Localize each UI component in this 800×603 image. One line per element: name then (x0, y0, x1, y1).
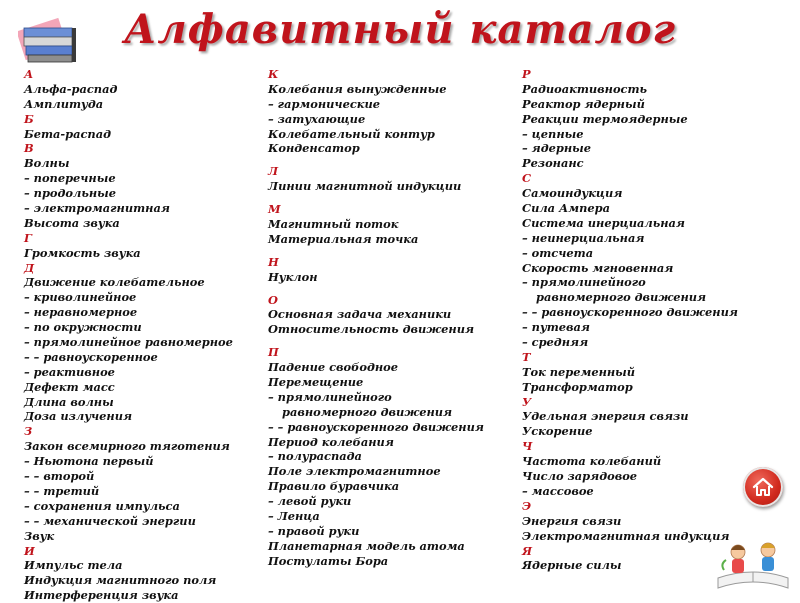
catalog-entry[interactable]: – электромагнитная (24, 201, 170, 216)
catalog-entry[interactable]: Колебания вынужденные (268, 81, 447, 96)
spacer (268, 337, 484, 345)
home-button[interactable] (743, 467, 783, 507)
catalog-entry[interactable]: Правило буравчика (268, 479, 400, 494)
spacer (268, 247, 484, 255)
catalog-entry[interactable]: – неинерциальная (522, 230, 645, 245)
catalog-entry[interactable]: Относительность движения (268, 322, 475, 337)
catalog-entry[interactable]: Громкость звука (24, 245, 141, 260)
catalog-entry[interactable]: Колебательный контур (268, 126, 435, 141)
catalog-entry[interactable]: Движение колебательное (24, 275, 205, 290)
catalog-entry[interactable]: Нуклон (268, 269, 318, 284)
catalog-entry[interactable]: – криволинейное (24, 290, 137, 305)
catalog-entry[interactable]: Альфа-распад (24, 81, 118, 96)
catalog-entry[interactable]: – полураспада (268, 449, 362, 464)
catalog-entry[interactable]: – правой руки (268, 523, 360, 538)
catalog-entry[interactable]: Энергия связи (522, 513, 622, 528)
catalog-entry[interactable]: Линии магнитной индукции (268, 179, 462, 194)
catalog-entry[interactable]: – отсчета (522, 245, 594, 260)
letter-heading: В (24, 141, 34, 156)
catalog-entry[interactable]: – – второй (24, 469, 95, 484)
catalog-entry[interactable]: Ускорение (522, 424, 593, 439)
catalog-entry[interactable]: Падение свободное (268, 360, 399, 375)
letter-heading: З (24, 424, 33, 439)
catalog-column-1 (24, 67, 233, 603)
kids-reading-icon (712, 530, 794, 594)
catalog-entry[interactable]: Период колебания (268, 434, 394, 449)
letter-heading: И (24, 543, 35, 558)
home-icon (751, 475, 775, 499)
catalog-entry[interactable]: равномерного движения (282, 404, 453, 419)
catalog-entry[interactable]: – цепные (522, 126, 584, 141)
letter-heading: Т (522, 349, 531, 364)
catalog-entry[interactable]: Резонанс (522, 156, 584, 171)
catalog-entry[interactable]: Трансформатор (522, 379, 633, 394)
catalog-entry[interactable]: – Ленца (268, 509, 320, 524)
spacer (268, 285, 484, 293)
letter-heading: Ч (522, 439, 533, 454)
catalog-column-3 (522, 67, 738, 573)
letter-heading: Л (268, 164, 279, 179)
catalog-entry[interactable]: Амплитуда (24, 96, 104, 111)
catalog-entry[interactable]: Удельная энергия связи (522, 409, 689, 424)
catalog-entry[interactable]: – по окружности (24, 320, 142, 335)
catalog-entry[interactable]: Ядерные силы (522, 558, 622, 573)
catalog-entry[interactable]: – – равноускоренного движения (522, 305, 738, 320)
catalog-entry[interactable]: – массовое (522, 483, 594, 498)
catalog-entry[interactable]: Частота колебаний (522, 454, 662, 469)
catalog-entry[interactable]: – средняя (522, 335, 589, 350)
catalog-entry[interactable]: Радиоактивность (522, 81, 648, 96)
catalog-entry[interactable]: Магнитный поток (268, 217, 399, 232)
catalog-entry[interactable]: – прямолинейного (268, 389, 392, 404)
catalog-entry[interactable]: Сила Ампера (522, 201, 611, 216)
catalog-entry[interactable]: Бета-распад (24, 126, 112, 141)
catalog-entry[interactable]: Индукция магнитного поля (24, 573, 217, 588)
books-icon (18, 6, 92, 66)
letter-heading: К (268, 67, 279, 81)
catalog-entry[interactable]: равномерного движения (536, 290, 707, 305)
letter-heading: П (268, 345, 279, 360)
catalog-entry[interactable]: Интерференция звука (24, 588, 179, 603)
catalog-entry[interactable]: Планетарная модель атома (268, 538, 465, 553)
catalog-entry[interactable]: – путевая (522, 320, 590, 335)
catalog-entry[interactable]: Число зарядовое (522, 469, 638, 484)
catalog-entry[interactable]: – – равноускоренного движения (268, 419, 484, 434)
catalog-entry[interactable]: Поле электромагнитное (268, 464, 441, 479)
catalog-entry[interactable]: Основная задача механики (268, 307, 452, 322)
letter-heading: Р (522, 67, 531, 81)
letter-heading: Я (522, 543, 533, 558)
catalog-entry[interactable]: – – третий (24, 483, 100, 498)
catalog-entry[interactable]: – продольные (24, 186, 117, 201)
letter-heading: О (268, 292, 278, 307)
letter-heading: У (522, 394, 532, 409)
catalog-entry[interactable]: Скорость мгновенная (522, 260, 674, 275)
catalog-entry[interactable]: Звук (24, 528, 55, 543)
catalog-entry[interactable]: Реактор ядерный (522, 96, 645, 111)
catalog-entry[interactable]: – сохранения импульса (24, 498, 180, 513)
catalog-column-2 (268, 67, 484, 569)
catalog-entry[interactable]: – – равноускоренное (24, 349, 158, 364)
catalog-entry[interactable]: – ядерные (522, 141, 592, 156)
letter-heading: М (268, 202, 281, 217)
catalog-entry[interactable]: – левой руки (268, 494, 352, 509)
catalog-entry[interactable]: – затухающие (268, 111, 366, 126)
catalog-entry[interactable]: – Ньютона первый (24, 454, 154, 469)
letter-heading: Б (24, 111, 34, 126)
catalog-entry[interactable]: Система инерциальная (522, 215, 685, 230)
catalog-entry[interactable]: Дефект масс (24, 379, 115, 394)
catalog-entry[interactable]: – прямолинейное равномерное (24, 335, 233, 350)
catalog-entry[interactable]: Самоиндукция (522, 186, 623, 201)
catalog-entry[interactable]: Реакции термоядерные (522, 111, 688, 126)
catalog-entry[interactable]: Постулаты Бора (268, 553, 389, 568)
letter-heading: Э (522, 498, 532, 513)
page-title: Алфавитный каталог (123, 6, 677, 53)
catalog-entry[interactable]: Электромагнитная индукция (522, 528, 730, 543)
letter-heading: Г (24, 230, 32, 245)
catalog-entry[interactable]: Закон всемирного тяготения (24, 439, 230, 454)
catalog-entry[interactable]: – реактивное (24, 364, 115, 379)
catalog-entry[interactable]: Длина волны (24, 394, 114, 409)
catalog-entry[interactable]: Высота звука (24, 215, 120, 230)
catalog-entry[interactable]: Материальная точка (268, 231, 419, 246)
catalog-entry[interactable]: Перемещение (268, 375, 364, 390)
catalog-entry[interactable]: Импульс тела (24, 558, 123, 573)
spacer (268, 156, 484, 164)
catalog-entry[interactable]: – поперечные (24, 171, 116, 186)
catalog-entry[interactable]: Ток переменный (522, 364, 636, 379)
catalog-entry[interactable]: – прямолинейного (522, 275, 646, 290)
letter-heading: С (522, 171, 532, 186)
catalog-entry[interactable]: Доза излучения (24, 409, 133, 424)
letter-heading: Д (24, 260, 35, 275)
spacer (268, 194, 484, 202)
catalog-entry[interactable]: – – механической энергии (24, 513, 196, 528)
letter-heading: Н (268, 254, 279, 269)
catalog-entry[interactable]: – неравномерное (24, 305, 138, 320)
catalog-entry[interactable]: – гармонические (268, 96, 380, 111)
catalog-entry[interactable]: Конденсатор (268, 141, 360, 156)
catalog-entry[interactable]: Волны (24, 156, 70, 171)
letter-heading: А (24, 67, 34, 81)
